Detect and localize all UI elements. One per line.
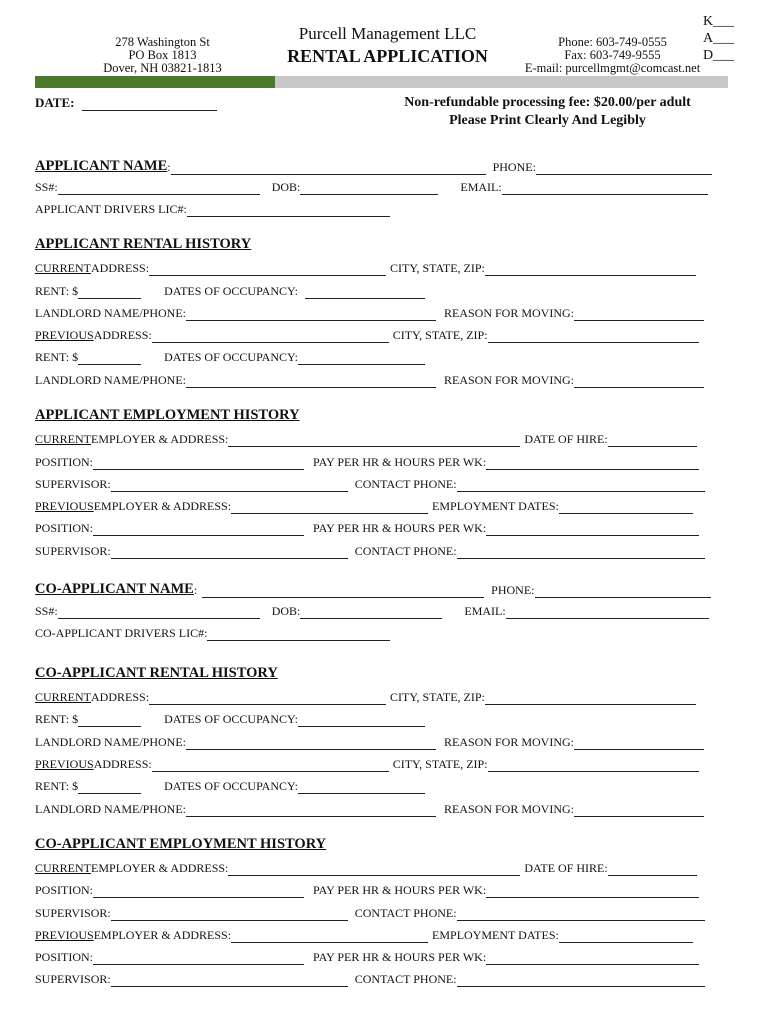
coapplicant-ss-input[interactable] [58,606,260,619]
coapplicant-email-input[interactable] [506,606,709,619]
applicant-current-employer-row [35,431,715,447]
fax-line: Fax: 603-749-9555 [564,48,661,62]
applicant-current-address-row [35,260,715,276]
reason-label: REASON FOR MOVING: [444,735,575,749]
position-label: POSITION: [35,883,94,897]
applicant-ss-label: SS#: [35,180,58,194]
employment-dates-label: EMPLOYMENT DATES: [432,499,559,513]
coapplicant-name-label: CO-APPLICANT NAME [35,581,194,597]
coapplicant-previous-employer-input[interactable] [231,930,428,943]
coapplicant-rental-heading: CO-APPLICANT RENTAL HISTORY [35,665,278,681]
applicant-previous-landlord-input[interactable] [186,375,436,388]
applicant-previous-reason-input[interactable] [574,375,704,388]
landlord-label: LANDLORD NAME/PHONE: [35,735,186,749]
landlord-label: LANDLORD NAME/PHONE: [35,373,186,387]
coapplicant-phone-label: PHONE: [491,583,535,597]
applicant-previous-city-input[interactable] [488,330,699,343]
phone-line: Phone: 603-749-0555 [558,35,667,49]
coapplicant-ss-label: SS#: [35,604,58,618]
contact-phone-label: CONTACT PHONE: [354,906,457,920]
applicant-previous-pay-input[interactable] [486,523,699,536]
email-line: E-mail: purcellmgmt@comcast.net [524,61,701,75]
contact-phone-label: CONTACT PHONE: [354,544,457,558]
office-mark-a: A___ [703,31,735,46]
coapplicant-email-label: EMAIL: [464,604,506,618]
reason-label: REASON FOR MOVING: [444,306,575,320]
previous-label: PREVIOUS [35,499,94,513]
office-mark-k: K___ [703,14,735,29]
address-label: ADDRESS: [91,261,150,275]
applicant-current-position-input[interactable] [93,457,304,470]
city-state-zip-label: CITY, STATE, ZIP: [392,328,488,342]
applicant-previous-position-input[interactable] [93,523,304,536]
employment-dates-label: EMPLOYMENT DATES: [432,928,559,942]
coapplicant-date-of-hire-input[interactable] [608,863,697,876]
coapplicant-employment-heading: CO-APPLICANT EMPLOYMENT HISTORY [35,836,327,852]
landlord-label: LANDLORD NAME/PHONE: [35,802,186,816]
previous-label: PREVIOUS [35,757,94,771]
coapplicant-previous-reason-input[interactable] [574,804,704,817]
applicant-previous-supervisor-row [35,543,715,559]
coapplicant-previous-pay-input[interactable] [486,952,699,965]
applicant-current-contact-input[interactable] [457,479,705,492]
applicant-employment-heading: APPLICANT EMPLOYMENT HISTORY [35,407,300,423]
coapplicant-previous-position-row [35,949,715,965]
pay-label: PAY PER HR & HOURS PER WK: [313,883,487,897]
coapplicant-current-landlord-row [35,734,715,750]
applicant-current-supervisor-row [35,476,715,492]
address-label: ADDRESS: [93,328,152,342]
coapplicant-previous-supervisor-input[interactable] [111,974,348,987]
rent-label: RENT: $ [35,284,79,298]
coapplicant-current-address-row [35,689,715,705]
coapplicant-previous-contact-input[interactable] [457,974,705,987]
coapplicant-current-employer-row [35,860,715,876]
applicant-current-dates-input[interactable] [305,286,425,299]
city-state-zip-label: CITY, STATE, ZIP: [390,690,485,704]
applicant-current-city-input[interactable] [485,263,696,276]
applicant-phone-input[interactable] [536,162,712,175]
reason-label: REASON FOR MOVING: [444,802,575,816]
coapplicant-previous-rent-input[interactable] [78,781,141,794]
coapplicant-current-contact-input[interactable] [457,908,705,921]
applicant-current-landlord-row [35,305,715,321]
coapplicant-current-rent-input[interactable] [78,714,141,727]
applicant-previous-address-row [35,327,715,343]
coapplicant-previous-landlord-input[interactable] [186,804,436,817]
previous-label: PREVIOUS [35,928,94,942]
coapplicant-current-reason-input[interactable] [574,737,704,750]
applicant-current-employer-input[interactable] [228,434,520,447]
date-field[interactable] [35,95,217,111]
applicant-lic-label: APPLICANT DRIVERS LIC#: [35,202,187,216]
coapplicant-current-supervisor-input[interactable] [111,908,348,921]
coapplicant-lic-row [35,625,715,641]
coapplicant-phone-input[interactable] [535,585,711,598]
address-label: ADDRESS: [91,690,150,704]
coapplicant-previous-address-row [35,756,715,772]
current-label: CURRENT [35,861,92,875]
applicant-current-address-input[interactable] [149,263,386,276]
coapplicant-previous-landlord-row [35,801,715,817]
coapplicant-current-supervisor-row [35,905,715,921]
applicant-ss-input[interactable] [58,182,260,195]
coapplicant-current-employer-input[interactable] [228,863,520,876]
form-title: RENTAL APPLICATION [287,46,488,66]
date-label: DATE: [35,95,75,110]
reason-label: REASON FOR MOVING: [444,373,575,387]
applicant-rental-heading: APPLICANT RENTAL HISTORY [35,236,252,252]
applicant-current-rent-row [35,283,715,299]
coapplicant-dob-label: DOB: [271,604,301,618]
applicant-name-input[interactable] [171,162,486,175]
coapplicant-current-rent-row [35,711,715,727]
coapplicant-current-position-row [35,882,715,898]
coapplicant-current-address-input[interactable] [149,692,386,705]
city-state-zip-label: CITY, STATE, ZIP: [392,757,488,771]
coapplicant-lic-input[interactable] [207,628,390,641]
supervisor-label: SUPERVISOR: [35,477,111,491]
applicant-previous-address-input[interactable] [152,330,389,343]
coapplicant-previous-dates-input[interactable] [298,781,425,794]
coapplicant-employment-dates-input[interactable] [559,930,693,943]
header-bar-gray [275,76,728,88]
coapplicant-dob-input[interactable] [300,606,442,619]
applicant-lic-input[interactable] [187,204,390,217]
office-use-marks [703,13,734,64]
pay-label: PAY PER HR & HOURS PER WK: [313,521,487,535]
company-contact [520,36,705,75]
applicant-date-of-hire-input[interactable] [608,434,697,447]
applicant-email-input[interactable] [502,182,708,195]
applicant-current-supervisor-input[interactable] [111,479,348,492]
previous-label: PREVIOUS [35,328,94,342]
applicant-current-rent-input[interactable] [78,286,141,299]
applicant-previous-contact-input[interactable] [457,546,705,559]
fee-notice [370,94,725,130]
applicant-dob-input[interactable] [300,182,438,195]
applicant-previous-supervisor-input[interactable] [111,546,348,559]
coapplicant-current-city-input[interactable] [485,692,696,705]
coapplicant-previous-supervisor-row [35,971,715,987]
applicant-name-label: APPLICANT NAME [35,158,168,174]
city-state-zip-label: CITY, STATE, ZIP: [390,261,485,275]
coapplicant-current-dates-input[interactable] [298,714,425,727]
applicant-lic-row [35,201,715,217]
applicant-current-landlord-input[interactable] [186,308,436,321]
employer-label: EMPLOYER & ADDRESS: [91,432,229,446]
company-name: Purcell Management LLC [298,24,477,43]
applicant-previous-rent-row [35,349,715,365]
position-label: POSITION: [35,455,94,469]
current-label: CURRENT [35,261,92,275]
date-of-hire-label: DATE OF HIRE: [524,861,608,875]
date-of-hire-label: DATE OF HIRE: [524,432,608,446]
rent-label: RENT: $ [35,779,79,793]
coapplicant-previous-employer-row [35,927,715,943]
supervisor-label: SUPERVISOR: [35,972,111,986]
current-label: CURRENT [35,432,92,446]
applicant-previous-dates-input[interactable] [298,352,425,365]
coapplicant-previous-position-input[interactable] [93,952,304,965]
landlord-label: LANDLORD NAME/PHONE: [35,306,186,320]
employer-label: EMPLOYER & ADDRESS: [93,499,232,513]
contact-phone-label: CONTACT PHONE: [354,477,457,491]
coapplicant-previous-rent-row [35,778,715,794]
company-address [95,36,230,75]
rent-label: RENT: $ [35,712,79,726]
position-label: POSITION: [35,521,94,535]
coapplicant-current-position-input[interactable] [93,885,304,898]
header-title-block [265,24,510,67]
applicant-previous-employer-input[interactable] [231,501,428,514]
dates-occupancy-label: DATES OF OCCUPANCY: [164,284,298,298]
pay-label: PAY PER HR & HOURS PER WK: [313,950,487,964]
address-label: ADDRESS: [93,757,152,771]
print-note: Please Print Clearly And Legibly [449,113,646,128]
applicant-dob-label: DOB: [271,180,301,194]
coapplicant-lic-label: CO-APPLICANT DRIVERS LIC#: [35,626,208,640]
coapplicant-ss-row [35,603,715,619]
address-line-2: PO Box 1813 [128,48,197,62]
employer-label: EMPLOYER & ADDRESS: [93,928,232,942]
applicant-ss-row [35,179,715,195]
coapplicant-previous-city-input[interactable] [488,759,699,772]
coapplicant-name-colon: : [193,583,198,597]
address-line-1: 278 Washington St [115,35,210,49]
applicant-name-row [35,155,715,175]
contact-phone-label: CONTACT PHONE: [354,972,457,986]
coapplicant-previous-address-input[interactable] [152,759,389,772]
dates-occupancy-label: DATES OF OCCUPANCY: [164,350,298,364]
applicant-name-colon: : [167,160,171,174]
position-label: POSITION: [35,950,94,964]
applicant-previous-position-row [35,520,715,536]
applicant-current-pay-input[interactable] [486,457,699,470]
header-bar-green [35,76,275,88]
pay-label: PAY PER HR & HOURS PER WK: [313,455,487,469]
applicant-current-reason-input[interactable] [574,308,704,321]
coapplicant-current-landlord-input[interactable] [186,737,436,750]
supervisor-label: SUPERVISOR: [35,544,111,558]
dates-occupancy-label: DATES OF OCCUPANCY: [164,779,298,793]
applicant-phone-label: PHONE: [492,160,536,174]
dates-occupancy-label: DATES OF OCCUPANCY: [164,712,298,726]
coapplicant-current-pay-input[interactable] [486,885,699,898]
rent-label: RENT: $ [35,350,79,364]
supervisor-label: SUPERVISOR: [35,906,111,920]
current-label: CURRENT [35,690,92,704]
coapplicant-name-row [35,578,715,598]
applicant-email-label: EMAIL: [460,180,502,194]
applicant-previous-employer-row [35,498,715,514]
address-line-3: Dover, NH 03821-1813 [103,61,222,75]
date-line[interactable] [82,97,217,111]
applicant-previous-landlord-row [35,372,715,388]
coapplicant-name-input[interactable] [202,585,484,598]
applicant-employment-dates-input[interactable] [559,501,693,514]
employer-label: EMPLOYER & ADDRESS: [91,861,229,875]
applicant-previous-rent-input[interactable] [78,352,141,365]
applicant-current-position-row [35,454,715,470]
office-mark-d: D___ [703,48,735,63]
fee-note: Non-refundable processing fee: $20.00/per adult [404,95,691,110]
